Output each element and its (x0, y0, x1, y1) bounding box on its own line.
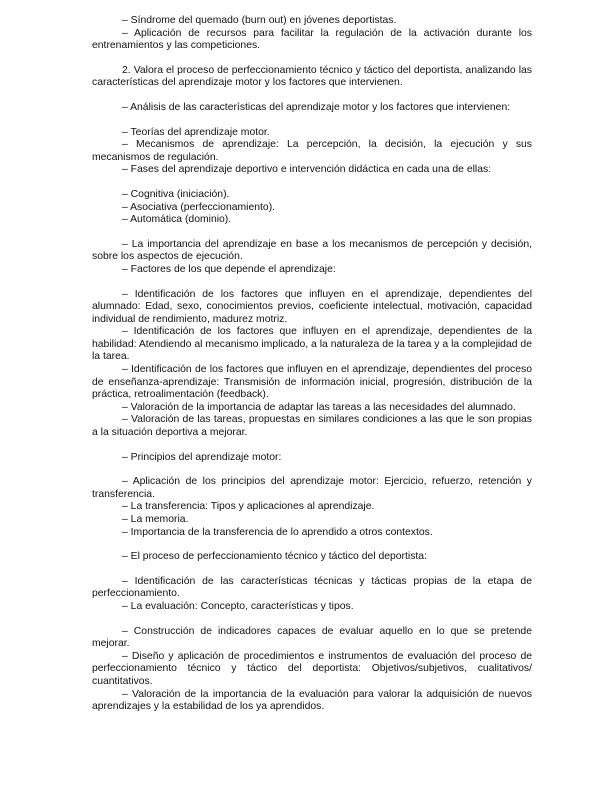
list-item: – Cognitiva (iniciación). (122, 188, 230, 200)
list-item: – Identificación de las características técnicas y tácticas propias de la etapa de perfeccionamiento. (92, 575, 532, 600)
list-item: – Valoración de la importancia de adaptar las tareas a las necesidades del alumnado. (122, 401, 516, 413)
list-item: – Construcción de indicadores capaces de evaluar aquello en lo que se pretende mejorar. (92, 625, 532, 650)
list-item: – Síndrome del quemado (burn out) en jóvenes deportistas. (122, 15, 397, 26)
document-body (92, 15, 532, 714)
list-item: – Aplicación de recursos para facilitar la regulación de la activación durante los entrenamientos y las competiciones. (92, 27, 532, 52)
list-item: – Importancia de la transferencia de lo aprendido a otros contextos. (122, 526, 433, 538)
list-item: – Aplicación de los principios del aprendizaje motor: Ejercicio, refuerzo, retención y transferencia. (92, 476, 532, 500)
list-item: – La evaluación: Concepto, características y tipos. (122, 600, 354, 612)
numbered-item: 2. Valora el proceso de perfeccionamiento técnico y táctico del deportista, analizando las características del aprendizaje motor y los factores que intervienen. (92, 64, 532, 89)
section-heading: – Principios del aprendizaje motor: (122, 451, 282, 463)
section-heading: – El proceso de perfeccionamiento técnico y táctico del deportista: (122, 551, 427, 563)
section-heading: – Factores de los que depende el aprendizaje: (122, 263, 336, 275)
list-item: – Valoración de las tareas, propuestas en similares condiciones a las que le son propias a la situación deportiva a mejorar. (92, 414, 532, 439)
list-item: – Identificación de los factores que influyen en el aprendizaje, dependientes del proceso de enseñanza-aprendizaje: Transmisión de información inicial, progresión, distribución de la práctica, retroalimentación (feedback). (92, 364, 532, 401)
list-item: – Identificación de los factores que influyen en el aprendizaje, dependientes de la habilidad: Atendiendo al mecanismo implicado, a la naturaleza de la tarea y a la complejidad de la tarea. (92, 326, 532, 363)
list-item: – Diseño y aplicación de procedimientos e instrumentos de evaluación del proceso de perfeccionamiento técnico y táctico del deportista: Objetivos/subjetivos, cualitativos/ cuantitativos. (92, 650, 532, 687)
list-item: – Valoración de la importancia de la evaluación para valorar la adquisición de nuevos aprendizajes y la estabilidad de los ya aprendidos. (92, 688, 532, 713)
section-heading: – Análisis de las características del aprendizaje motor y los factores que intervienen: (122, 101, 511, 113)
list-item: – Fases del aprendizaje deportivo e intervención didáctica en cada una de ellas: (122, 164, 492, 176)
list-item: – La transferencia: Tipos y aplicaciones al aprendizaje. (122, 501, 375, 513)
list-item: – Automática (dominio). (122, 214, 232, 226)
list-item: – Asociativa (perfeccionamiento). (122, 201, 276, 213)
list-item: – La importancia del aprendizaje en base a los mecanismos de percepción y decisión, sobre los aspectos de ejecución. (92, 238, 532, 263)
list-item: – Teorías del aprendizaje motor. (122, 126, 270, 138)
list-item: – La memoria. (122, 514, 189, 525)
list-item: – Identificación de los factores que influyen en el aprendizaje, dependientes del alumnado: Edad, sexo, conocimientos previos, coeficiente intelectual, motivación, capacidad individual de rendimiento, madurez motriz. (92, 288, 532, 325)
list-item: – Mecanismos de aprendizaje: La percepción, la decisión, la ejecución y sus mecanismos de regulación. (92, 139, 532, 163)
